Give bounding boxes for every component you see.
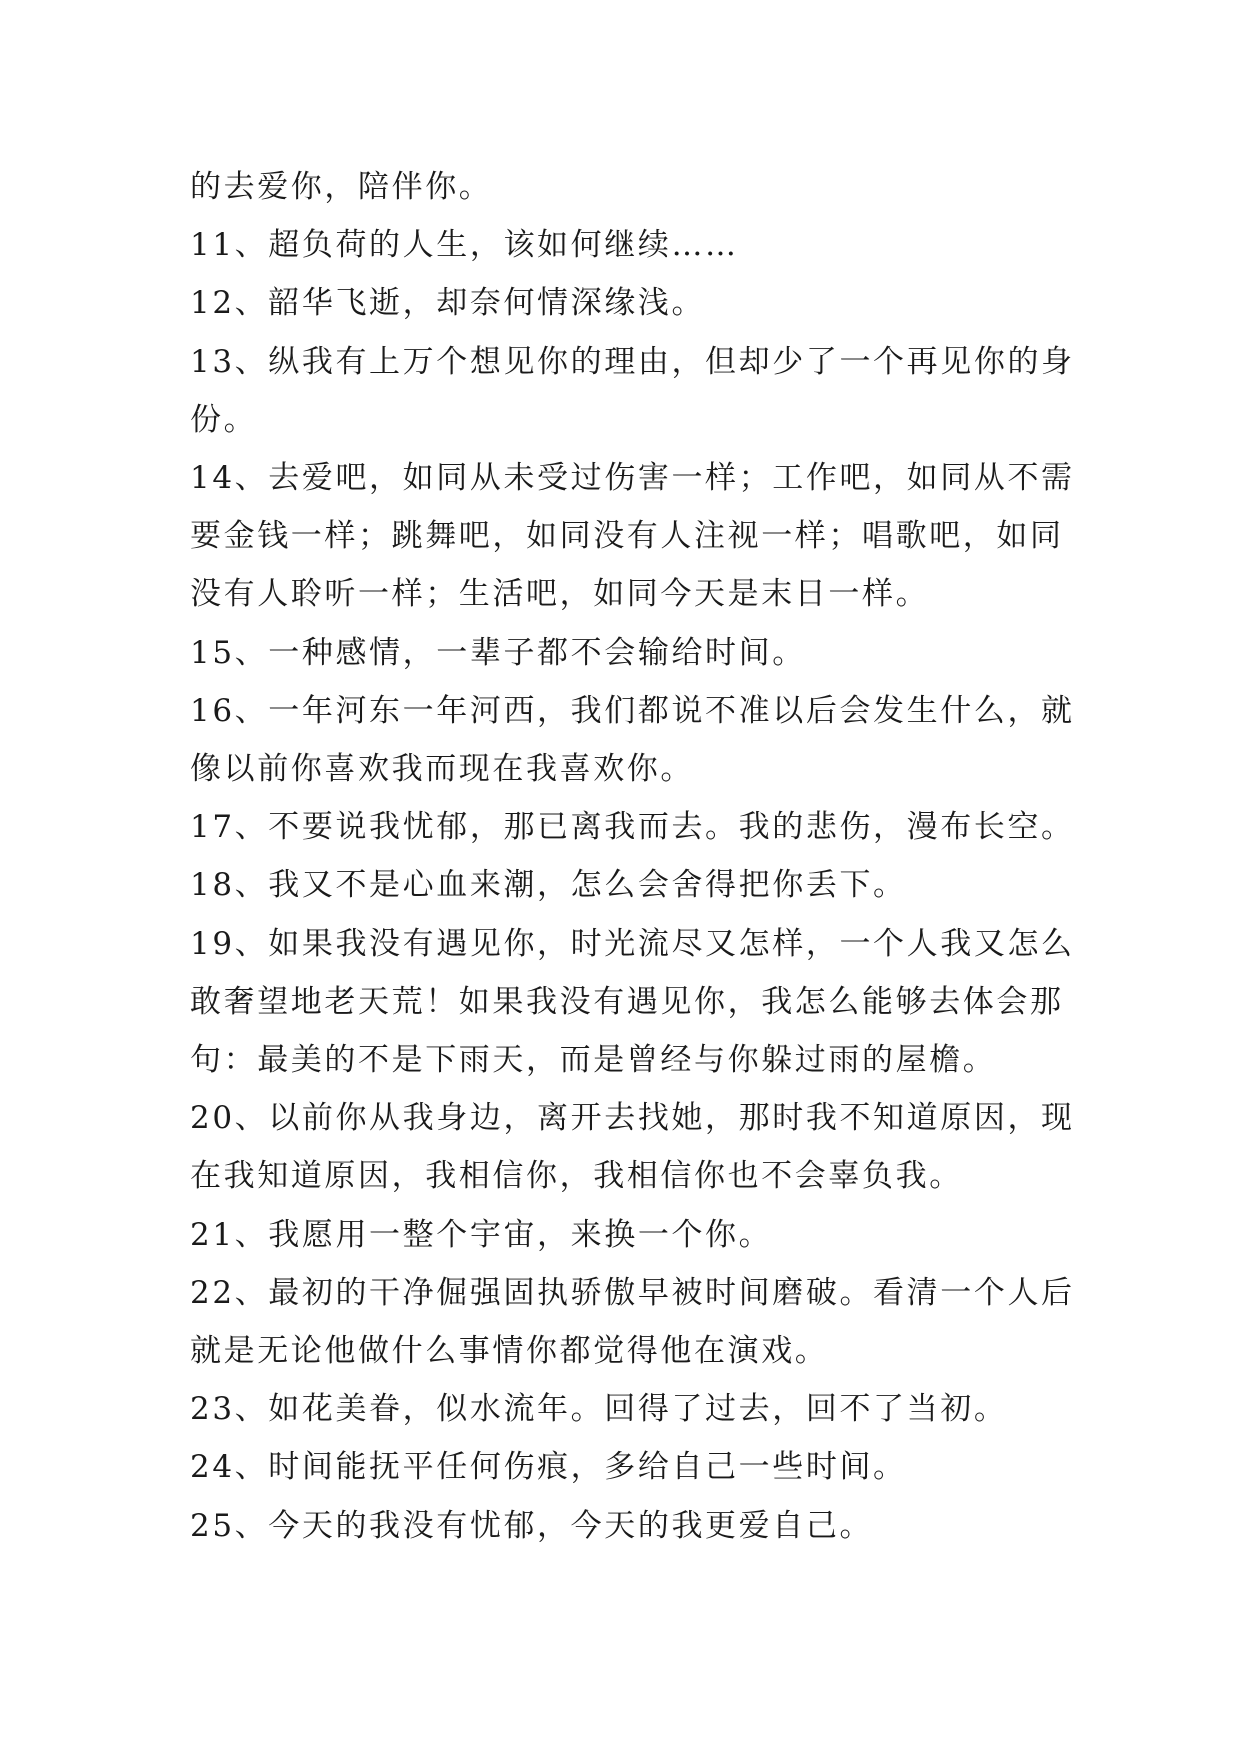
text-line: 24、时间能抚平任何伤痕，多给自己一些时间。 <box>190 1449 907 1486</box>
text-line: 23、如花美眷，似水流年。回得了过去，回不了当初。 <box>190 1391 1008 1428</box>
text-line: 25、今天的我没有忧郁，今天的我更爱自己。 <box>190 1507 874 1544</box>
text-line: 14、去爱吧，如同从未受过伤害一样；工作吧，如同从不需 <box>190 460 1075 497</box>
text-line: 18、我又不是心血来潮，怎么会舍得把你丢下。 <box>190 867 907 904</box>
text-line: 17、不要说我忧郁，那已离我而去。我的悲伤，漫布长空。 <box>190 809 1075 846</box>
text-line: 15、一种感情，一辈子都不会输给时间。 <box>190 634 806 671</box>
text-line: 的去爱你，陪伴你。 <box>190 169 493 205</box>
text-line: 22、最初的干净倔强固执骄傲早被时间磨破。看清一个人后 <box>190 1274 1075 1311</box>
text-line: 11、超负荷的人生，该如何继续…… <box>190 227 739 264</box>
text-line: 没有人聆听一样；生活吧，如同今天是末日一样。 <box>190 576 930 613</box>
text-line: 像以前你喜欢我而现在我喜欢你。 <box>190 751 694 788</box>
text-line: 16、一年河东一年河西，我们都说不准以后会发生什么，就 <box>190 692 1075 729</box>
text-line: 要金钱一样；跳舞吧，如同没有人注视一样；唱歌吧，如同 <box>190 518 1064 555</box>
text-line: 12、韶华飞逝，却奈何情深缘浅。 <box>190 285 706 322</box>
text-line: 就是无论他做什么事情你都觉得他在演戏。 <box>190 1333 829 1370</box>
text-line: 21、我愿用一整个宇宙，来换一个你。 <box>190 1216 773 1253</box>
text-line: 13、纵我有上万个想见你的理由，但却少了一个再见你的身 <box>190 343 1075 380</box>
text-line: 20、以前你从我身边，离开去找她，那时我不知道原因，现 <box>190 1100 1075 1137</box>
text-line: 敢奢望地老天荒！如果我没有遇见你，我怎么能够去体会那 <box>190 983 1064 1020</box>
text-line: 在我知道原因，我相信你，我相信你也不会辜负我。 <box>190 1158 963 1195</box>
text-line: 份。 <box>190 401 258 438</box>
text-line: 19、如果我没有遇见你，时光流尽又怎样，一个人我又怎么 <box>190 925 1075 962</box>
document-body <box>190 158 1075 1555</box>
text-line: 句：最美的不是下雨天，而是曾经与你躲过雨的屋檐。 <box>190 1042 997 1079</box>
